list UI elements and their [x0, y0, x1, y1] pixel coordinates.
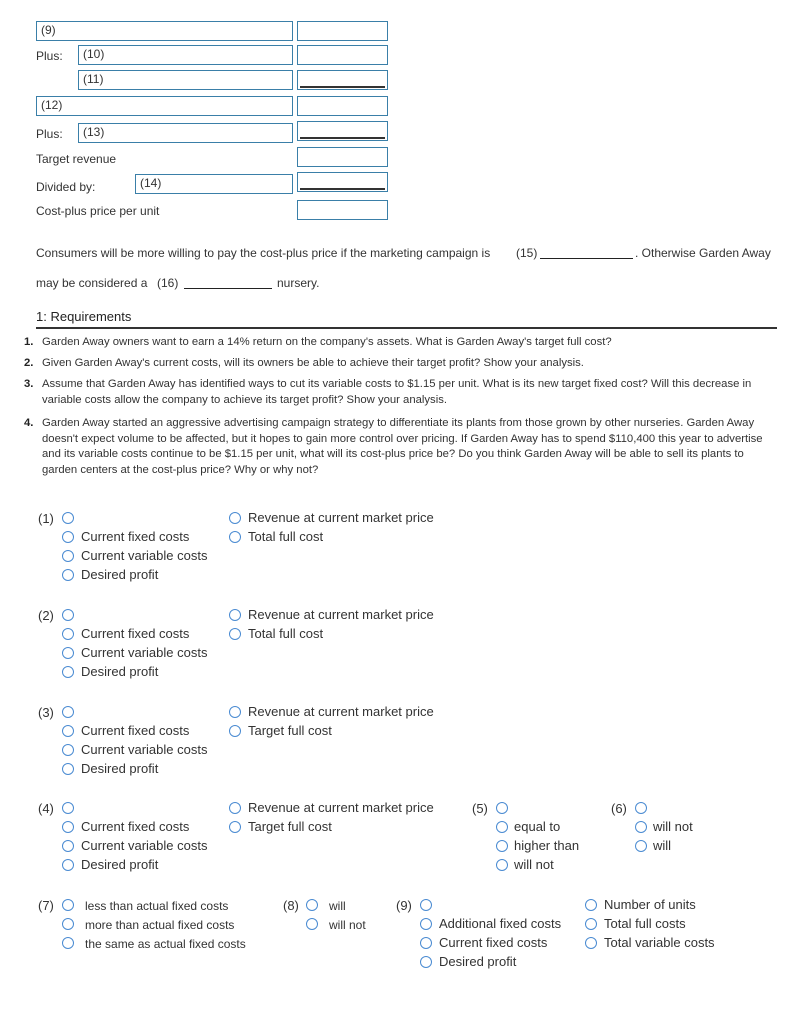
q8-option-will: will — [329, 899, 346, 913]
requirement-1 — [24, 335, 777, 351]
q4-radio-blank[interactable] — [62, 802, 74, 814]
row9-label-field[interactable]: (9) — [36, 21, 293, 41]
row14-label-field[interactable]: (14) — [135, 174, 293, 194]
q3-radio-desired-profit[interactable] — [62, 763, 74, 775]
q6-option-will-not: will not — [653, 819, 693, 834]
q9-radio-number-of-units[interactable] — [585, 899, 597, 911]
q6-radio-will[interactable] — [635, 840, 647, 852]
requirement-4 — [24, 416, 777, 478]
q9-option-number-of-units: Number of units — [604, 897, 696, 912]
q2-option-total-full-cost: Total full cost — [248, 626, 324, 641]
q7-option-same-as: the same as actual fixed costs — [85, 937, 246, 951]
q4-radio-target-full-cost[interactable] — [229, 821, 241, 833]
q4-radio-desired-profit[interactable] — [62, 859, 74, 871]
q5-option-equal-to: equal to — [514, 819, 561, 834]
requirement-3 — [24, 377, 777, 408]
q5-label: (5) — [472, 801, 488, 816]
q2-radio-desired-profit[interactable] — [62, 666, 74, 678]
q8-option-will-not: will not — [329, 918, 366, 932]
plus-label: Plus: — [36, 49, 63, 63]
q3-option-current-variable-costs: Current variable costs — [81, 742, 208, 757]
paragraph-line2-text: may be considered a — [36, 276, 148, 290]
q4-radio-current-variable-costs[interactable] — [62, 840, 74, 852]
q3-radio-revenue-market[interactable] — [229, 706, 241, 718]
q7-option-less-than: less than actual fixed costs — [85, 899, 229, 913]
cost-plus-price-label: Cost-plus price per unit — [36, 204, 160, 218]
row13-label-field[interactable]: (13) — [78, 123, 293, 143]
q1-label: (1) — [38, 511, 54, 526]
q9-option-desired-profit: Desired profit — [439, 954, 517, 969]
q2-option-current-fixed-costs: Current fixed costs — [81, 626, 190, 641]
q4-option-target-full-cost: Target full cost — [248, 819, 332, 834]
q9-option-additional-fixed-costs: Additional fixed costs — [439, 916, 562, 931]
requirement-2-number: 2. — [24, 357, 34, 369]
q3-radio-target-full-cost[interactable] — [229, 725, 241, 737]
q5-option-higher-than: higher than — [514, 838, 580, 853]
blank15-label: (15) — [516, 246, 538, 260]
requirement-3-text: Assume that Garden Away has identified ways to cut its variable costs to $1.15 per unit. What is its new target fixed cost? Will this decrease in variable costs allow the company to achieve its target profit? Show your analysis. — [42, 378, 752, 406]
q1-radio-current-fixed-costs[interactable] — [62, 531, 74, 543]
requirement-4-number: 4. — [24, 417, 34, 429]
q1-radio-total-full-cost[interactable] — [229, 531, 241, 543]
q9-radio-current-fixed-costs[interactable] — [420, 937, 432, 949]
q6-label: (6) — [611, 801, 627, 816]
q1-option-current-fixed-costs: Current fixed costs — [81, 529, 190, 544]
target-revenue-label: Target revenue — [36, 152, 117, 166]
q9-radio-additional-fixed-costs[interactable] — [420, 918, 432, 930]
blank15-field[interactable] — [540, 258, 633, 259]
q2-label: (2) — [38, 608, 54, 623]
q5-radio-equal-to[interactable] — [496, 821, 508, 833]
q6-radio-blank[interactable] — [635, 802, 647, 814]
q5-radio-will-not[interactable] — [496, 859, 508, 871]
divided-by-label: Divided by: — [36, 180, 96, 194]
q5-option-will-not: will not — [514, 857, 554, 872]
plus-label-2: Plus: — [36, 127, 63, 141]
q7-radio-less-than[interactable] — [62, 899, 74, 911]
row9-amount-field[interactable] — [297, 21, 388, 41]
q2-radio-blank[interactable] — [62, 609, 74, 621]
q9-option-total-full-costs: Total full costs — [604, 916, 686, 931]
q5-radio-blank[interactable] — [496, 802, 508, 814]
q2-radio-total-full-cost[interactable] — [229, 628, 241, 640]
q3-option-target-full-cost: Target full cost — [248, 723, 332, 738]
paragraph-line2-end: nursery. — [277, 276, 320, 290]
q6-radio-will-not[interactable] — [635, 821, 647, 833]
q9-radio-total-full-costs[interactable] — [585, 918, 597, 930]
q3-option-revenue-market: Revenue at current market price — [248, 704, 434, 719]
blank16-field[interactable] — [184, 288, 272, 289]
row13-subtotal-line — [300, 137, 385, 139]
requirements-title: 1: Requirements — [36, 309, 132, 324]
cost-plus-price-amount-field[interactable] — [297, 200, 388, 220]
row11-subtotal-line — [300, 86, 385, 88]
q4-radio-current-fixed-costs[interactable] — [62, 821, 74, 833]
q3-radio-current-variable-costs[interactable] — [62, 744, 74, 756]
q6-option-will: will — [653, 838, 672, 853]
q9-option-total-variable-costs: Total variable costs — [604, 935, 715, 950]
row12-label-field[interactable]: (12) — [36, 96, 293, 116]
q1-option-total-full-cost: Total full cost — [248, 529, 324, 544]
q9-radio-blank[interactable] — [420, 899, 432, 911]
q4-radio-revenue-market[interactable] — [229, 802, 241, 814]
requirement-1-text: Garden Away owners want to earn a 14% return on the company's assets. What is Garden Away's target full cost? — [42, 336, 612, 348]
row10-label-field[interactable]: (10) — [78, 45, 293, 65]
q9-option-current-fixed-costs: Current fixed costs — [439, 935, 548, 950]
q2-option-current-variable-costs: Current variable costs — [81, 645, 208, 660]
q4-option-desired-profit: Desired profit — [81, 857, 159, 872]
q1-radio-revenue-market[interactable] — [229, 512, 241, 524]
q1-radio-current-variable-costs[interactable] — [62, 550, 74, 562]
requirement-1-number: 1. — [24, 336, 34, 348]
target-revenue-amount-field[interactable] — [297, 147, 388, 167]
row11-label-field[interactable]: (11) — [78, 70, 293, 90]
q2-radio-revenue-market[interactable] — [229, 609, 241, 621]
q1-option-desired-profit: Desired profit — [81, 567, 159, 582]
q7-option-more-than: more than actual fixed costs — [85, 918, 235, 932]
q3-option-current-fixed-costs: Current fixed costs — [81, 723, 190, 738]
q1-option-revenue-market: Revenue at current market price — [248, 510, 434, 525]
q2-radio-current-variable-costs[interactable] — [62, 647, 74, 659]
q4-option-current-fixed-costs: Current fixed costs — [81, 819, 190, 834]
q9-label: (9) — [396, 898, 412, 913]
requirement-2-text: Given Garden Away's current costs, will its owners be able to achieve their target profit? Show your analysis. — [42, 357, 584, 369]
q4-option-current-variable-costs: Current variable costs — [81, 838, 208, 853]
requirement-3-number: 3. — [24, 378, 34, 390]
paragraph-line1-end: . Otherwise Garden Away — [635, 246, 771, 260]
q7-label: (7) — [38, 898, 54, 913]
q8-radio-will-not[interactable] — [306, 918, 318, 930]
q1-radio-blank[interactable] — [62, 512, 74, 524]
row14-subtotal-line — [300, 188, 385, 190]
q9-radio-desired-profit[interactable] — [420, 956, 432, 968]
blank16-label: (16) — [157, 276, 179, 290]
q7-radio-same-as[interactable] — [62, 937, 74, 949]
q4-label: (4) — [38, 801, 54, 816]
q1-option-current-variable-costs: Current variable costs — [81, 548, 208, 563]
requirement-2 — [24, 356, 777, 372]
q8-radio-will[interactable] — [306, 899, 318, 911]
q5-radio-higher-than[interactable] — [496, 840, 508, 852]
requirement-4-text: Garden Away started an aggressive advertising campaign strategy to differentiate its plants from those grown by other nurseries. Garden Away doesn't expect volume to be affected, but it hopes to gain more control over pricing. If Garden Away has to spend $110,400 this year to advertise and its variable costs continue to be $1.15 per unit, what will its cost-plus price be? Do you think Garden Away will be able to sell its plants to garden centers at the cost-plus price? Why or why not? — [42, 417, 763, 476]
paragraph-line1-text: Consumers will be more willing to pay the cost-plus price if the marketing campaign is — [36, 246, 491, 260]
row10-amount-field[interactable] — [297, 45, 388, 65]
q3-option-desired-profit: Desired profit — [81, 761, 159, 776]
q9-radio-total-variable-costs[interactable] — [585, 937, 597, 949]
q7-radio-more-than[interactable] — [62, 918, 74, 930]
q3-radio-current-fixed-costs[interactable] — [62, 725, 74, 737]
q2-option-revenue-market: Revenue at current market price — [248, 607, 434, 622]
q3-radio-blank[interactable] — [62, 706, 74, 718]
q2-radio-current-fixed-costs[interactable] — [62, 628, 74, 640]
q2-option-desired-profit: Desired profit — [81, 664, 159, 679]
q3-label: (3) — [38, 705, 54, 720]
q4-option-revenue-market: Revenue at current market price — [248, 800, 434, 815]
requirements-divider — [36, 327, 777, 329]
row12-amount-field[interactable] — [297, 96, 388, 116]
q1-radio-desired-profit[interactable] — [62, 569, 74, 581]
q8-label: (8) — [283, 898, 299, 913]
